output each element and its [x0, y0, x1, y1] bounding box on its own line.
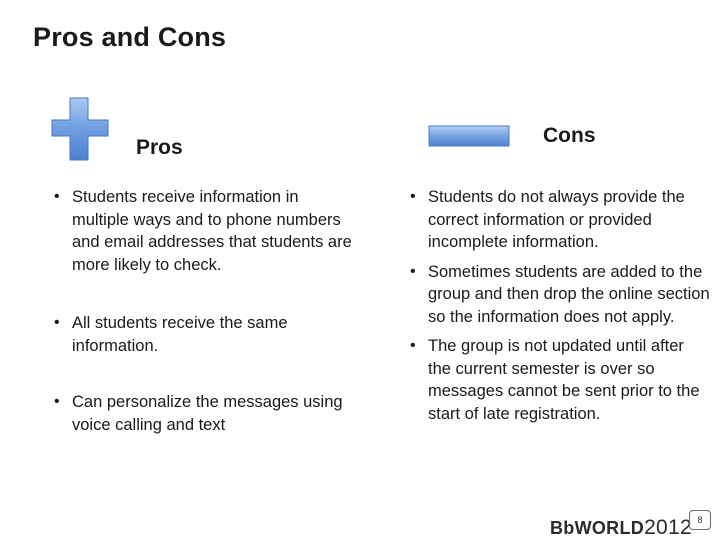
pros-item: • Students receive information in multiple ways and to phone numbers and email addresses that students are more likely to check. [54, 186, 354, 276]
cons-list [410, 186, 710, 432]
minus-icon [428, 125, 510, 147]
pros-item: • All students receive the same information. [54, 312, 354, 357]
slide-title: Pros and Cons [33, 22, 227, 52]
footer-year: 2012 [644, 516, 692, 539]
cons-item: • The group is not updated until after the current semester is over so messages cannot be sent prior to the start of late registration. [410, 335, 710, 425]
pros-list [54, 186, 354, 472]
pros-item: • Can personalize the messages using voice calling and text [54, 391, 354, 436]
footer-brand: BbWORLD [550, 518, 645, 538]
cons-item: • Students do not always provide the correct information or provided incomplete information. [410, 186, 710, 254]
page-number: 8 [689, 510, 711, 530]
bbworld-logo [550, 516, 692, 540]
plus-icon [50, 96, 110, 162]
pros-heading: Pros [136, 136, 183, 159]
cons-item: • Sometimes students are added to the group and then drop the online section so the information does not apply. [410, 261, 710, 329]
cons-heading: Cons [543, 124, 596, 147]
